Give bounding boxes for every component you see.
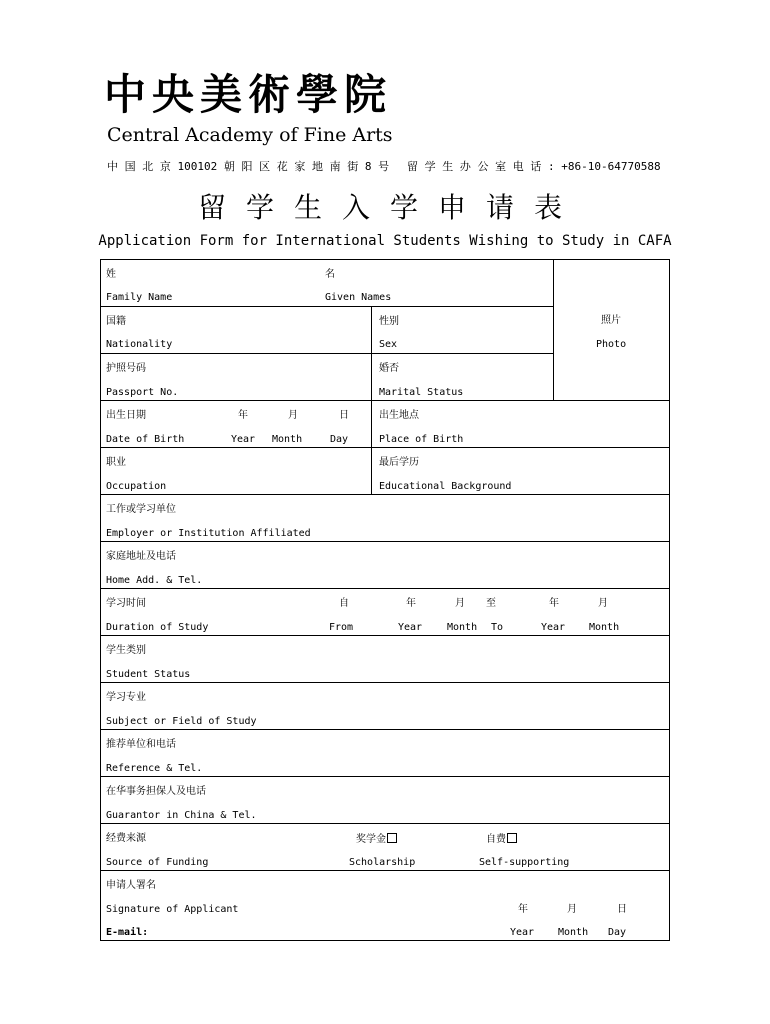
column-divider [371, 306, 372, 494]
row-divider [101, 306, 553, 307]
from-month-cn: 月 [455, 598, 465, 609]
dob-label: Date of Birth [106, 434, 185, 445]
scholarship-option[interactable] [356, 833, 397, 846]
to-year-cn: 年 [549, 598, 559, 609]
from-year-cn: 年 [406, 598, 416, 609]
row-divider [101, 870, 669, 871]
status-label-cn: 学生类别 [106, 645, 146, 656]
reference-label: Reference & Tel. [106, 763, 203, 774]
occupation-label-cn: 职业 [106, 457, 126, 468]
photo-column-divider [553, 260, 554, 400]
sex-label: Sex [379, 339, 398, 350]
duration-label: Duration of Study [106, 622, 209, 633]
photo-label: Photo [596, 339, 627, 350]
education-label: Educational Background [379, 481, 512, 492]
home-label-cn: 家庭地址及电话 [106, 551, 176, 562]
marital-label-cn: 婚否 [379, 363, 399, 374]
email-label: E-mail: [106, 927, 149, 938]
subject-label: Subject or Field of Study [106, 716, 257, 727]
logo-english: Central Academy of Fine Arts [107, 124, 393, 146]
row-divider [101, 682, 669, 683]
surname-label-cn: 姓 [106, 269, 116, 280]
duration-label-cn: 学习时间 [106, 598, 146, 609]
office-phone: 留 学 生 办 公 室 电 话 : +86-10-64770588 [407, 160, 661, 173]
self-supporting-label-cn: 自费 [486, 834, 506, 845]
from-month: Month [447, 622, 478, 633]
dob-label-cn: 出生日期 [106, 410, 146, 421]
row-divider [101, 776, 669, 777]
passport-label: Passport No. [106, 387, 179, 398]
given-name-label-cn: 名 [325, 269, 335, 280]
guarantor-label: Guarantor in China & Tel. [106, 810, 257, 821]
passport-label-cn: 护照号码 [106, 363, 146, 374]
signature-label: Signature of Applicant [106, 904, 239, 915]
sign-day: Day [608, 927, 627, 938]
sign-month: Month [558, 927, 589, 938]
to-label: To [491, 622, 504, 633]
dob-year-cn: 年 [238, 410, 248, 421]
given-names-label: Given Names [325, 292, 392, 303]
dob-month: Month [272, 434, 303, 445]
photo-label-cn: 照片 [601, 315, 621, 326]
application-form [100, 259, 670, 941]
nationality-label: Nationality [106, 339, 173, 350]
self-supporting-label: Self-supporting [479, 857, 570, 868]
employer-label-cn: 工作或学习单位 [106, 504, 176, 515]
sign-month-cn: 月 [567, 904, 577, 915]
form-title-chinese: 留学生入学申请表 [197, 191, 582, 224]
funding-label-cn: 经费来源 [106, 833, 146, 844]
row-divider [101, 541, 669, 542]
row-divider [101, 635, 669, 636]
to-month: Month [589, 622, 620, 633]
dob-month-cn: 月 [288, 410, 298, 421]
sign-year: Year [510, 927, 535, 938]
scholarship-label: Scholarship [349, 857, 416, 868]
row-divider [101, 353, 553, 354]
to-year: Year [541, 622, 566, 633]
funding-label: Source of Funding [106, 857, 209, 868]
signature-label-cn: 申请人署名 [106, 880, 156, 891]
education-label-cn: 最后学历 [379, 457, 419, 468]
sign-day-cn: 日 [617, 904, 627, 915]
row-divider [101, 729, 669, 730]
row-divider [101, 494, 669, 495]
from-label: From [329, 622, 354, 633]
self-supporting-option[interactable] [486, 833, 517, 846]
family-name-label: Family Name [106, 292, 173, 303]
scholarship-checkbox[interactable] [387, 833, 397, 843]
marital-label: Marital Status [379, 387, 464, 398]
row-divider [101, 447, 669, 448]
guarantor-label-cn: 在华事务担保人及电话 [106, 786, 206, 797]
dob-day-cn: 日 [339, 410, 349, 421]
occupation-label: Occupation [106, 481, 167, 492]
dob-year: Year [231, 434, 256, 445]
dob-day: Day [330, 434, 349, 445]
row-divider [101, 823, 669, 824]
subject-label-cn: 学习专业 [106, 692, 146, 703]
pob-label-cn: 出生地点 [379, 410, 419, 421]
from-year: Year [398, 622, 423, 633]
employer-label: Employer or Institution Affiliated [106, 528, 311, 539]
from-label-cn: 自 [339, 598, 349, 609]
address: 中 国 北 京 100102 朝 阳 区 花 家 地 南 街 8 号 [107, 160, 390, 173]
form-title-english: Application Form for International Students Wishing to Study in CAFA [98, 233, 672, 249]
sex-label-cn: 性别 [379, 316, 399, 327]
row-divider [101, 588, 669, 589]
scholarship-label-cn: 奖学金 [356, 834, 386, 845]
logo-chinese: 中央美術學院 [104, 70, 393, 119]
to-month-cn: 月 [598, 598, 608, 609]
pob-label: Place of Birth [379, 434, 464, 445]
reference-label-cn: 推荐单位和电话 [106, 739, 176, 750]
self-supporting-checkbox[interactable] [507, 833, 517, 843]
sign-year-cn: 年 [518, 904, 528, 915]
status-label: Student Status [106, 669, 191, 680]
to-label-cn: 至 [486, 598, 496, 609]
address-line [107, 160, 661, 174]
home-label: Home Add. & Tel. [106, 575, 203, 586]
row-divider [101, 400, 669, 401]
nationality-label-cn: 国籍 [106, 316, 126, 327]
